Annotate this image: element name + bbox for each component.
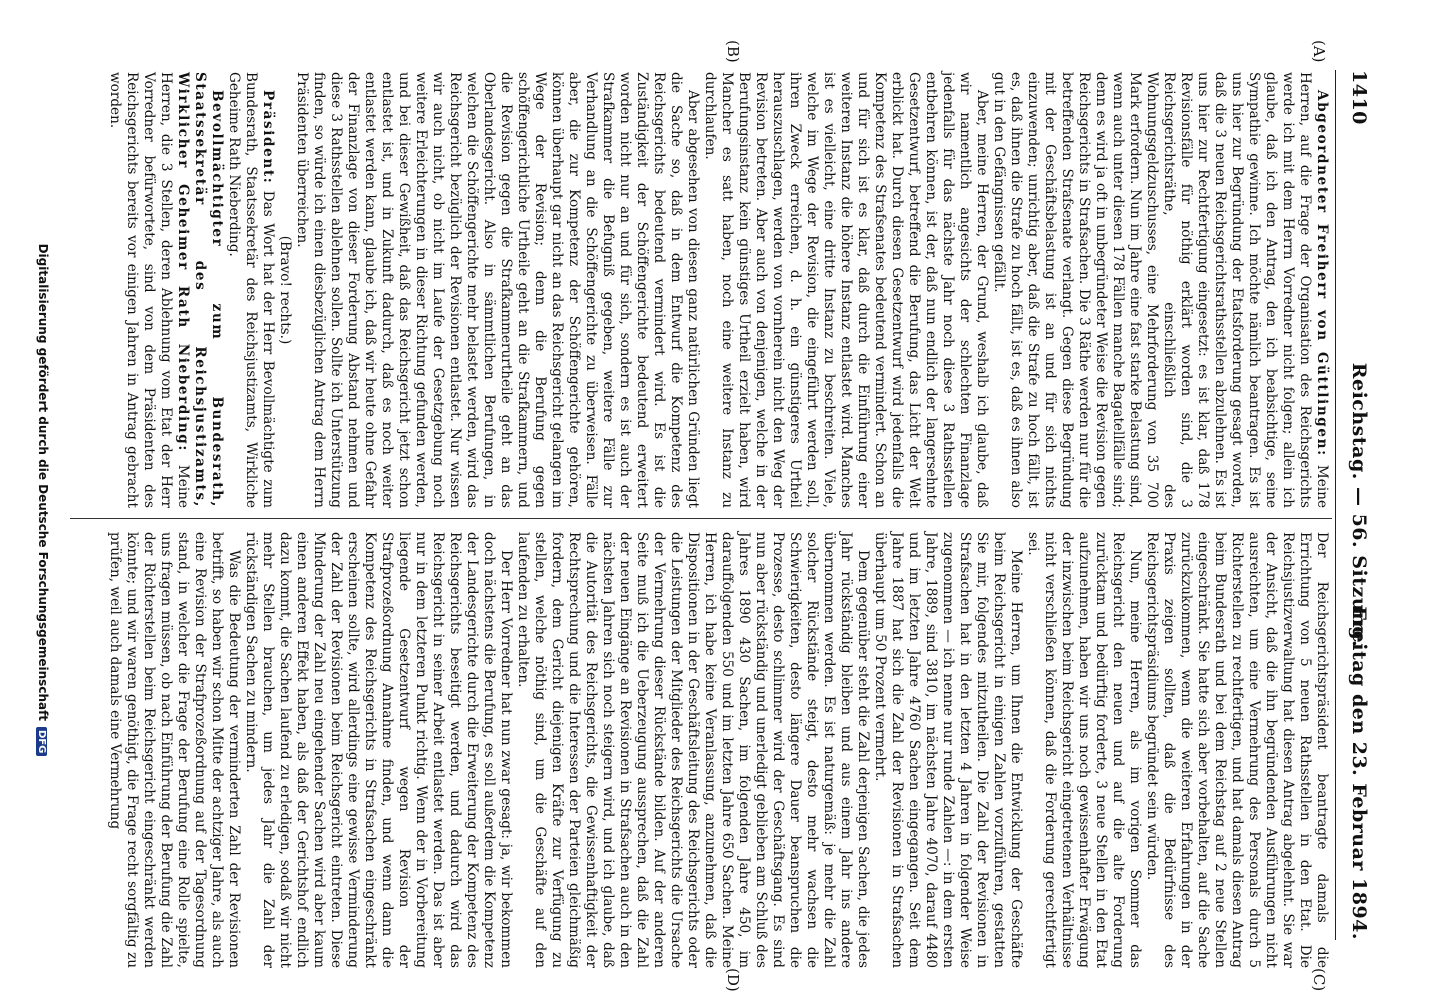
paragraph: Meine Herren, um Ihnen die Entwicklung der Geschäfte beim Reichsgericht in einigen Zahlen vorzuführen, gestatten Sie mir, folgendes mitzutheilen. Die Zahl der Revisionen in Strafsachen hat in den letzten 4 Jahren in folgender Weise zugenommen — ich nenne nur runde Zahlen —: in dem ersten Jahre, 1889, sind 3810, im nächsten Jahre 4070, darauf 4480 und im letzten Jahre 4760 Sachen eingegangen. Seit dem Jahre 1887 hat sich die Zahl der Revisionen in Strafsachen überhaupt um 50 Prozent vermehrt. [872,532,1024,968]
paragraph [225,72,276,508]
running-title: Reichstag. — 56. Sitzung. [1348,362,1370,648]
paragraph: Dem gegenüber steht die Zahl derjenigen Sachen, die jedes Jahr rückständig bleiben und aus einem Jahr ins andere übernommen werden. Es ist naturgemäß: je mehr die Zahl solcher Rückstände steigt, desto mehr wachsen die Schwierigkeiten, desto längere Dauer beanspruchen die Prozesse, desto schlimmer wird der Geschäftsgang. Es sind nun aber rückständig und unerledigt geblieben am Schluß des Jahres 1890 430 Sachen, im folgenden Jahre 450, im darauffolgenden 550 und im letzten Jahre 650 Sachen. Meine Herren, ich habe keine Veranlassung, anzunehmen, daß die Dispositionen in der Geschäftsleitung des Reichsgerichts oder die Leistungen der Mitglieder des Reichsgerichts die Ursache der Vermehrung dieser Rückstände bilden. Auf der anderen Seite muß ich die Ueberzeugung aussprechen, daß die Zahl der neuen Eingänge an Revisionen in Strafsachen auch in den nächsten Jahren sich noch steigern wird, und ich glaube, daß die Autorität des Reichsgerichts, die Gewissenhaftigkeit der Rechtsprechung und die Interessen der Parteien gleichmäßig fordern, dem Gericht diejenigen Kräfte zur Verfügung zu stellen, welche nöthig sind, um die Geschäfte auf den laufenden zu erhalten. [515,532,871,968]
session-date: Freitag den 23. Februar 1894. [1348,606,1370,940]
digitization-note: Digitalisierung gefördert durch die Deutsche Forschungsgemeinschaft [36,243,50,722]
paragraph: Nun, meine Herren, als im vorigen Sommer das Reichsgericht den neuen und auf die alte Forderung zurücktam und bedürftig forderte, 3 neue Stellen in den Etat aufzunehmen, haben wir uns noch gewissenhafter Erwägung der inzwischen beim Reichsgericht eingetretenen Verhältnisse nicht verschließen können, daß die Forderung gerechtfertigt sei. [1025,532,1143,968]
paragraph: Aber, meine Herren, der Grund, weshalb ich glaube, daß wir namentlich angesichts der schlechten Finanzlage jedenfalls für das nächste Jahr noch diese 3 Rathsstellen entbehren können, ist der, daß nun endlich der langersehnte Gesetzentwurf, betreffend die Berufung, das Licht der Welt erblickt hat. Durch diesen Gesetzentwurf wird jedenfalls die Kompetenz des Strafsenates bedeutend vermindert. Schon an und für sich ist es klar, daß durch die Einführung einer weiteren Instanz die höhere Instanz entlastet wird. Manches ist es vielleicht, eine dritte Instanz zu beschreiten. Viele, welche im Wege der Revision, die eingeführt werden soll, ihren Zweck erreichen, d. h. ein günstigeres Urtheil herauszuschlagen, werden von vornherein nicht den Weg der Revision betreten. Aber auch von denjenigen, welche in der Berufungsinstanz kein günstiges Urtheil erzielt haben, wird Mancher es satt haben, noch eine weitere Instanz zu durchlaufen. [702,72,990,508]
margin-marker-d: (D) [724,968,742,992]
paragraph-text: Meine Herren, die 3 Stellen, deren Ablehnung vom Etat der Herr Vorredner befürwortete, sind von dem Präsidenten des Reichsgerichts bereits vor einigen Jahren in Antrag gebracht worden. [107,72,191,508]
right-column [106,532,1330,968]
paragraph: Der Herr Vorredner hat nun zwar gesagt: ja, wir bekommen doch nächstens die Berufung, es soll außerdem die Kompetenz der Landesgerichte durch die Erweiterung der Kompetenz des Reichsgerichts beseitigt werden, und dadurch wird das Reichsgericht in seiner Arbeit entlastet werden. Das ist aber nur in dem letzteren Punkt richtig. Wenn der in Vorbereitung liegende Gesetzentwurf wegen Revision der Strafprozeßordnung Annahme finden, und wenn dann die Kompetenz des Reichsgerichts in Strafsachen eingeschränkt erscheinen sollte, wird allerdings eine gewisse Verminderung der Zahl der Revisionen beim Reichsgericht eintreten. Diese Minderung der Zahl neu eingehender Sachen wird aber kaum einen anderen Effekt haben, als daß der Gerichtshof endlich dazu kommt, die Sachen laufend zu erledigen, sodaß wir nicht mehr Stellen brauchen, um jedes Jahr die Zahl der rückständigen Sachen zu mindern. [243,532,514,968]
column-divider [70,518,1332,519]
left-column [106,72,1330,508]
page-number: 1410 [1348,70,1370,125]
paragraph [990,72,1330,508]
margin-marker-a: (A) [1310,40,1328,63]
page-header [1340,70,1370,940]
speaker-name: Bevollmächtigter zum Bundesrath, Staatssekretär des Reichsjustizamts, Wirklicher Geheimer Rath Nieberding: [175,72,225,508]
applause-note: (Bravo! rechts.) [277,235,293,345]
margin-marker-b: (B) [724,40,742,63]
paragraph-text: Das Wort hat der Herr Bevollmächtigte zum Bundesrath, Staatssekretär des Reichsjustizamts, Wirkliche Geheime Rath Nieberding. [226,72,276,508]
paragraph: Der Reichsgerichtspräsident beantragte damals die Errichtung von 5 neuen Rathsstellen in den Etat. Die Reichsjustizverwaltung hat diesen Antrag abgelehnt. Sie war der Ansicht, daß die ihn begründenden Ausführungen nicht ausreichten, um eine Vermehrung des Personals durch 5 Richterstellen zu rechtfertigen, und hat damals diesen Antrag beim Bundesrath und bei dem Reichstag auf 2 neue Stellen eingeschränkt. Sie hatte sich aber vorbehalten, auf die Sache zurückzukommen, wenn die weiteren Erfahrungen in der Praxis zeigen sollten, daß die Bedürfnisse des Reichsgerichtspräsidiums begründet sein würden. [1144,532,1330,968]
dfg-logo: DFG [36,727,47,756]
margin-marker-c: (C) [1310,968,1328,992]
speaker-name: Präsident: [260,90,276,185]
digitization-footer [36,0,50,1000]
header-rule [1335,70,1336,940]
paragraph: Was die Bedeutung der verminderten Zahl der Revisionen betrifft, so haben wir schon Mitte der achtziger Jahre, als auch eine Revision der Strafprozeßordnung auf der Tagesordnung stand, in welcher die Frage der Berufung eine Rolle spielte, uns fragen müssen, ob nach Einführung der Berufung die Zahl der Richterstellen beim Reichsgericht eingeschränkt werden könnte; und wir waren genöthigt, die Frage recht sorgfältig zu prüfen, weil auch damals eine Vermehrung [107,532,242,968]
paragraph: Aber abgesehen von diesen ganz natürlichen Gründen liegt die Sache so, daß in dem Entwurf die Kompetenz des Reichsgerichts bedeutend vermindert wird. Es ist die Zuständigkeit der Schöffengerichte bedeutend erweitert worden nicht nur an und für sich, sondern es ist auch der Strafkammer die Befugniß gegeben, weitere Fälle zur Verhandlung an die Schöffengerichte zu überweisen. Fälle aber, die zur Kompetenz der Schöffengerichte gehören, können überhaupt gar nicht an das Reichsgericht gelangen im Wege der Revision; denn die Berufung gegen schöffengerichtliche Urtheile geht an die Strafkammern, und die Revision gegen die Strafkammerurtheile geht an das Oberlandesgericht. Also in sämmtlichen Berufungen, in welchen die Schöffengerichte mehr belastet werden, wird das Reichsgericht bezüglich der Revisionen entlastet. Nur wissen wir auch nicht, ob nicht im Laufe der Gesetzgebung noch weitere Erleichterungen in dieser Richtung gefunden werden, und bei dieser Gewißheit, daß das Reichsgericht jetzt schon entlastet ist, und in Zukunft dadurch, daß es noch weiter entlastet werden kann, glaube ich, daß wir heute ohne Gefahr der Finanzlage von dieser Forderung Abstand nehmen und diese 3 Rathsstellen ablehnen sollen. Sollte ich Unterstützung finden, so würde ich einen diesbezüglichen Antrag dem Herrn Präsidenten überreichen. [294,72,701,508]
paragraph-text: Meine Herren, auf die Frage der Organisation des Reichsgerichts werde ich mit dem Herrn Vorredner nicht folgen; allein ich glaube, daß ich den Antrag, den ich beabsichtige, seine Sympathie gewinne. Ich möchte nämlich beantragen. Es ist uns hier zur Begründung der Etatsforderung gesagt worden, daß die 3 neuen Reichsgerichtsrathsstellen abzulehnen. Es ist uns hier zur Rechtfertigung eingesetzt: es ist klar, daß 178 Revisionsfälle für nöthig erklärt worden sind, die 3 Reichsgerichtsräthe, einschließlich des Wohnungsgeldzuschusses, eine Mehrforderung von 35 700 Mark erfordern. Nun im Jahre eine fast starke Belastung sind, wenn auch unter diesen 178 Fällen manche Bagatellfälle sind; denn es wird ja oft in unbegründeter Weise die Revision gegen Reichsgerichts in Strafsachen. Die 3 Räthe werden nur für die betreffenden Strafsenate verlangt. Gegen diese Begründung mit der Geschäftsbelastung ist an und für sich nichts einzuwenden; unrichtig aber, daß die Strafe zu hoch fällt, ist es, daß ihnen die Strafe zu hoch fällt, ist es, daß es ihnen also gut in den Gefängnissen gefällt. [991,72,1330,508]
speaker-name: Abgeordneter Freiherr von Güttlingen: [1314,90,1330,457]
paragraph [106,72,225,508]
